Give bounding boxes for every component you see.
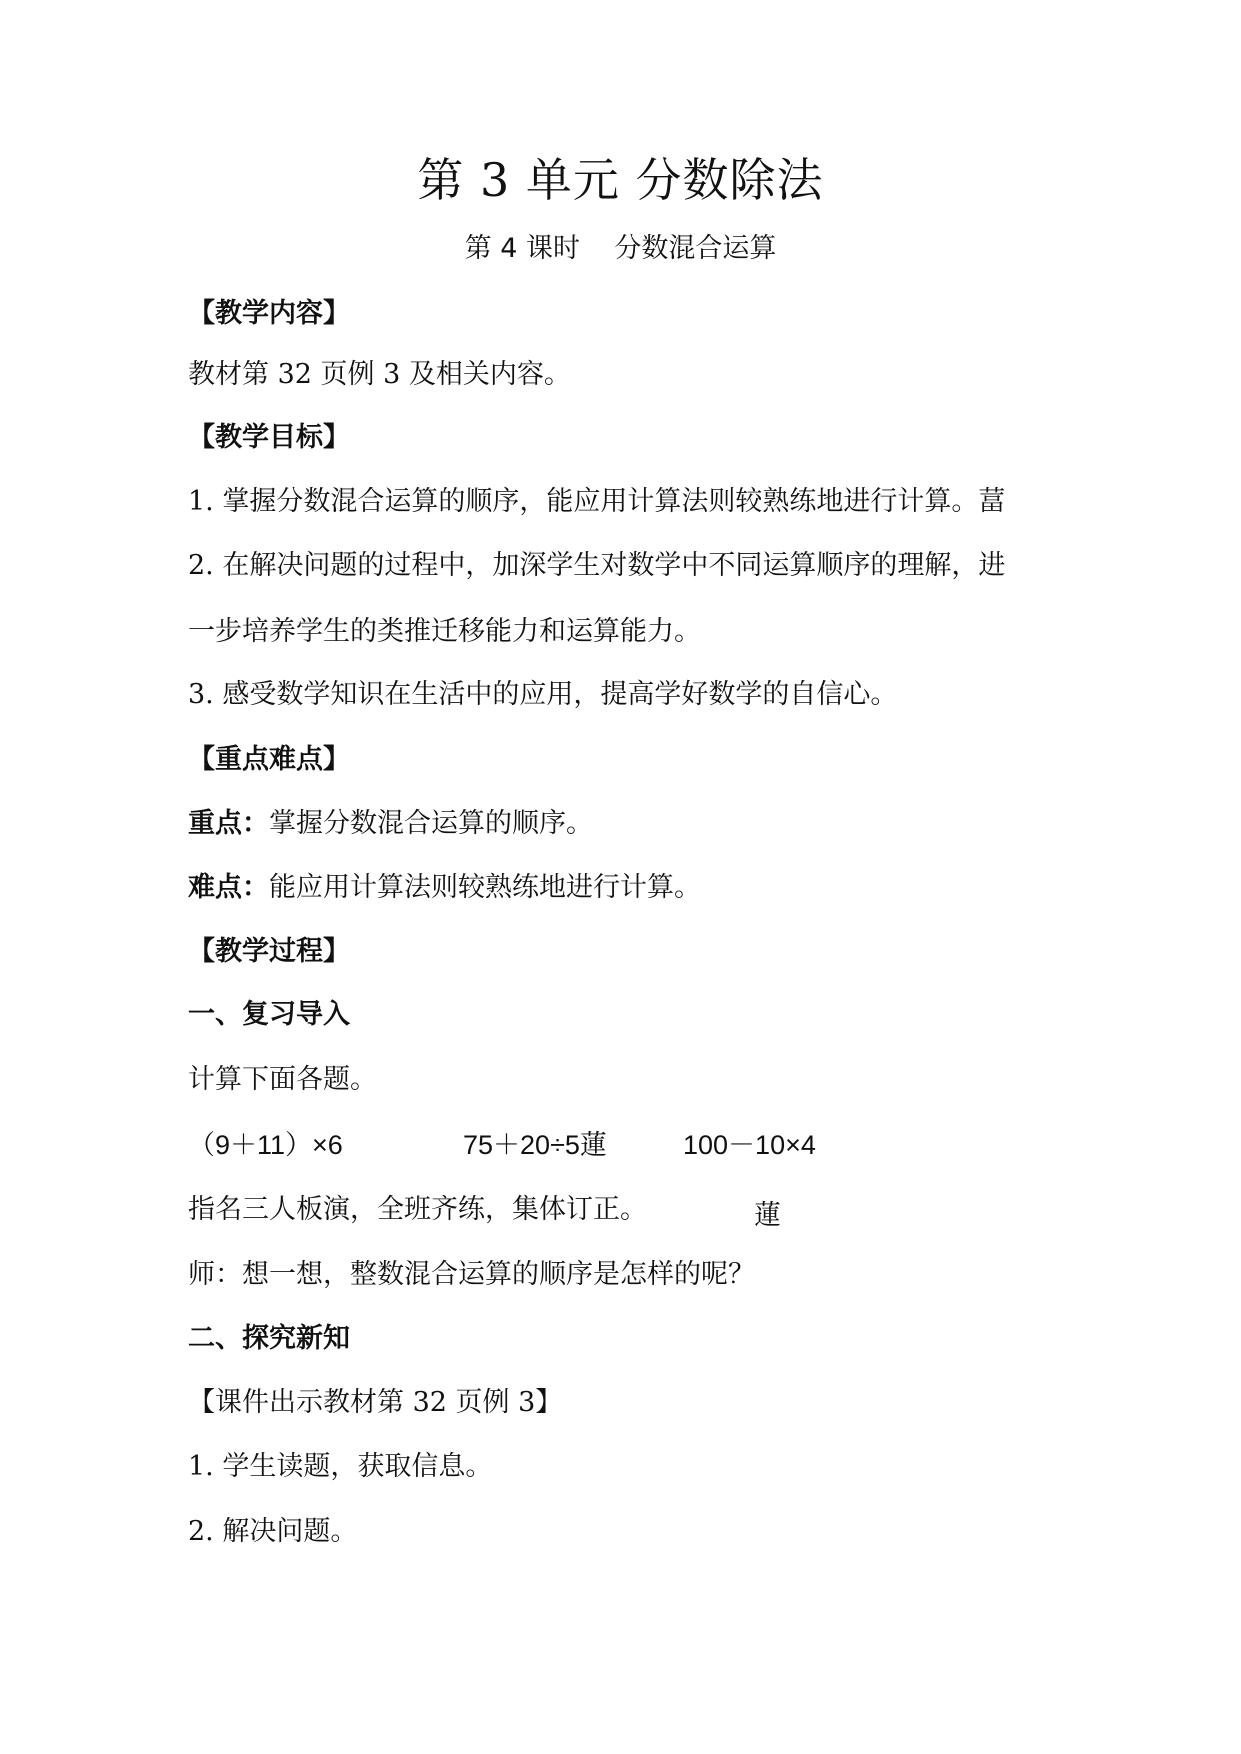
part1-heading: 一、复习导入 xyxy=(188,999,350,1030)
key-points-heading: 【重点难点】 xyxy=(188,744,350,775)
key-point-text: 掌握分数混合运算的顺序。 xyxy=(269,808,593,839)
key-point-label: 重点： xyxy=(188,808,269,839)
page-title: 第 3 单元 分数除法 xyxy=(417,153,824,207)
goal-3: 3. 感受数学知识在生活中的应用，提高学好数学的自信心。 xyxy=(188,679,898,710)
calc-expression-3: 100－10×4 xyxy=(683,1130,816,1160)
goal-1: 1. 掌握分数混合运算的顺序，能应用计算法则较熟练地进行计算。葍 xyxy=(188,486,1006,517)
goal-2a: 2. 在解决问题的过程中，加深学生对数学中不同运算顺序的理解，进 xyxy=(188,550,1006,581)
part2-step-1: 1. 学生读题，获取信息。 xyxy=(188,1451,493,1482)
goals-heading: 【教学目标】 xyxy=(188,422,350,453)
goal-2b: 一步培养学生的类推迁移能力和运算能力。 xyxy=(188,616,701,647)
difficult-point-label: 难点： xyxy=(188,872,269,903)
calc-expression-2: 75＋20÷5蓮 xyxy=(463,1130,607,1160)
stray-character: 蓮 xyxy=(754,1200,781,1231)
process-heading: 【教学过程】 xyxy=(188,936,350,967)
calc-expression-1: （9＋11）×6 xyxy=(188,1130,343,1160)
part2-courseware: 【课件出示教材第 32 页例 3】 xyxy=(188,1387,563,1418)
lesson-subtitle: 第 4 课时 分数混合运算 xyxy=(464,233,777,264)
part1-note: 指名三人板演，全班齐练，集体订正。 xyxy=(188,1194,647,1225)
content-text: 教材第 32 页例 3 及相关内容。 xyxy=(188,359,571,390)
content-heading: 【教学内容】 xyxy=(188,298,350,329)
part2-step-2: 2. 解决问题。 xyxy=(188,1516,358,1547)
key-point xyxy=(188,804,593,844)
part1-text: 计算下面各题。 xyxy=(188,1064,377,1095)
difficult-point-text: 能应用计算法则较熟练地进行计算。 xyxy=(269,872,701,903)
part2-heading: 二、探究新知 xyxy=(188,1323,350,1354)
difficult-point xyxy=(188,868,701,908)
part1-question: 师：想一想，整数混合运算的顺序是怎样的呢？ xyxy=(188,1259,755,1290)
